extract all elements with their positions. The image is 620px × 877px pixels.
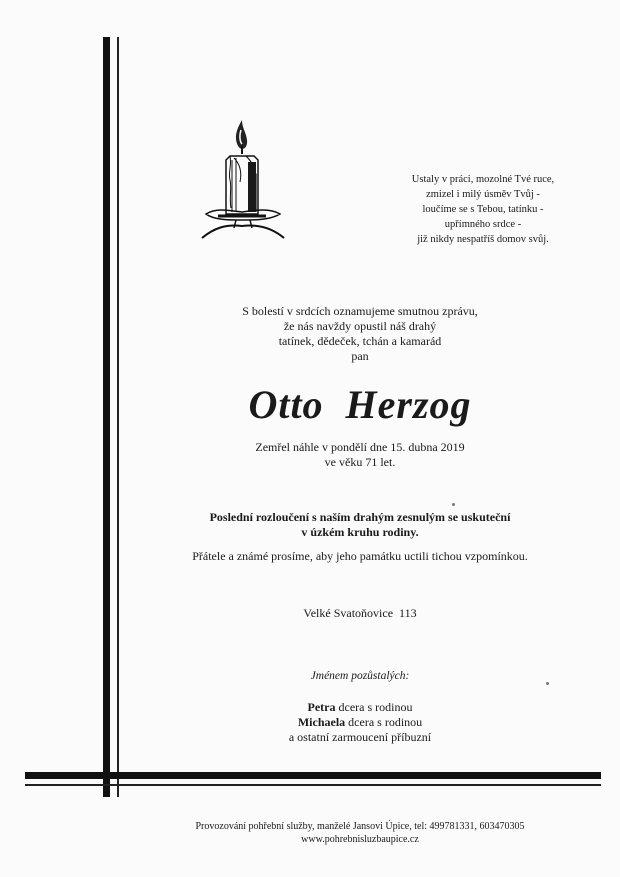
death-details [130,440,590,470]
family-member [130,730,590,745]
family-member [130,715,590,730]
verse-line: upřímného srdce - [444,219,522,230]
verse-line: zmizel i milý úsměv Tvůj - [426,189,540,200]
family-member [130,700,590,715]
intro-line: tatínek, dědeček, tchán a kamarád [278,334,442,348]
announcement-intro [130,304,590,364]
family-member-relation: dcera s rodinou [345,715,423,729]
farewell-notice [130,510,590,540]
death-line: Zemřel náhle v pondělí dne 15. dubna 2019 [255,440,465,454]
paper-speck [546,682,549,685]
verse-line: Ustaly v práci, mozolné Tvé ruce, [411,174,555,185]
border-vertical-thin [117,37,119,797]
footer-contact: Provozování pohřební služby, manželé Jansovi Úpice, tel: 499781331, 603470305 [195,821,525,832]
remembrance-request: Přátele a známé prosíme, aby jeho památku uctili tichou vzpomínkou. [192,549,528,563]
on-behalf-heading: Jménem pozůstalých: [310,670,410,682]
funeral-service-footer [130,820,590,846]
death-line: ve věku 71 let. [324,455,396,469]
verse-line: již nikdy nespatříš domov svůj. [417,234,549,245]
verse-poem [398,172,568,247]
family-list [130,700,590,745]
family-member-name: Petra [307,700,336,714]
footer-website: www.pohrebnisluzbaupice.cz [301,834,419,845]
family-member-relation: a ostatní zarmoucení příbuzní [288,730,432,744]
intro-line: S bolestí v srdcích oznamujeme smutnou zprávu, [242,304,478,318]
address: Velké Svatoňovice 113 [303,606,417,620]
intro-line: pan [351,349,369,363]
deceased-name: Otto Herzog [248,382,472,427]
verse-line: loučíme se s Tebou, tatínku - [422,204,544,215]
border-horizontal-thick [25,772,601,779]
family-member-name: Michaela [297,715,346,729]
candle-icon [196,116,290,240]
border-horizontal-thin [25,784,601,786]
family-member-relation: dcera s rodinou [335,700,413,714]
farewell-line: v úzkém kruhu rodiny. [301,525,419,539]
border-vertical-thick [103,37,110,797]
farewell-line: Poslední rozloučení s naším drahým zesnulým se uskuteční [209,510,511,524]
intro-line: že nás navždy opustil náš drahý [283,319,437,333]
paper-speck [452,503,455,506]
